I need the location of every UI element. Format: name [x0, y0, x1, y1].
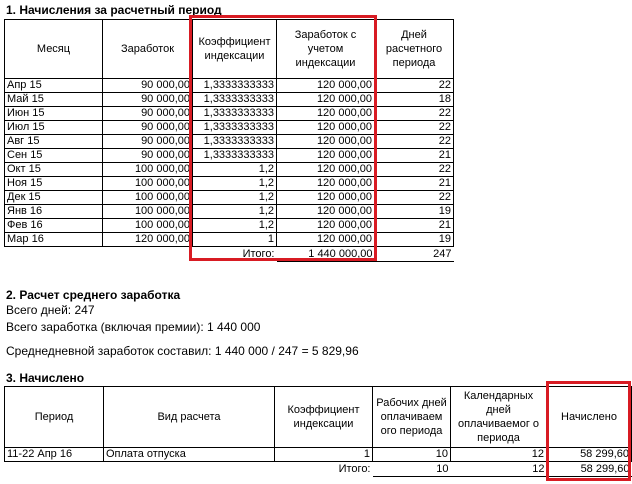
section1-title: 1. Начисления за расчетный период [6, 3, 222, 17]
cell-month: Окт 15 [5, 163, 103, 177]
cell-days: 22 [375, 135, 454, 149]
cell-indexed: 120 000,00 [277, 79, 375, 93]
cell-earnings: 120 000,00 [103, 233, 193, 247]
cell-coef: 1,2 [193, 191, 277, 205]
cell-month: Сен 15 [5, 149, 103, 163]
table-row [5, 448, 632, 462]
cell-days: 19 [375, 205, 454, 219]
cell-earnings: 90 000,00 [103, 93, 193, 107]
charged-table [4, 386, 632, 477]
cell-month: Авг 15 [5, 135, 103, 149]
highlight-box-indexation [189, 15, 377, 261]
cell-coef: 1,3333333333 [193, 121, 277, 135]
cell-indexed: 120 000,00 [277, 219, 375, 233]
header-indexed-earnings: Заработок с учетом индексации [277, 20, 375, 79]
charged-total-label: Итого: [338, 462, 371, 475]
cell-earnings: 100 000,00 [103, 205, 193, 219]
cell-earnings: 90 000,00 [103, 149, 193, 163]
cell-work-days: 10 [373, 448, 451, 462]
cell-month: Янв 16 [5, 205, 103, 219]
section2-title: 2. Расчет среднего заработка [6, 288, 181, 302]
cell-period: 11-22 Апр 16 [5, 448, 104, 462]
cell-indexed: 120 000,00 [277, 107, 375, 121]
cell-coef: 1 [193, 233, 277, 247]
cell-month: Апр 15 [5, 79, 103, 93]
cell-days: 22 [375, 163, 454, 177]
highlight-box-charged [546, 381, 631, 481]
cell-earnings: 90 000,00 [103, 107, 193, 121]
cell-indexed: 120 000,00 [277, 191, 375, 205]
header-earnings: Заработок [103, 20, 193, 79]
cell-days: 22 [375, 107, 454, 121]
cell-indexed: 120 000,00 [277, 163, 375, 177]
cell-earnings: 90 000,00 [103, 135, 193, 149]
cell-earnings: 100 000,00 [103, 163, 193, 177]
cell-days: 22 [375, 191, 454, 205]
cell-indexed: 120 000,00 [277, 121, 375, 135]
cell-coef: 1,3333333333 [193, 93, 277, 107]
average-daily-line: Среднедневной заработок составил: 1 440 000 / 247 = 5 829,96 [6, 344, 359, 358]
cell-month: Июн 15 [5, 107, 103, 121]
cell-month: Июл 15 [5, 121, 103, 135]
total-sum: 1 440 000,00 [277, 247, 375, 262]
total-days: 247 [375, 247, 454, 262]
cell-calendar-days: 12 [451, 448, 547, 462]
cell-earnings: 100 000,00 [103, 177, 193, 191]
total-label: Итого: [242, 247, 275, 260]
cell-coef: 1,2 [193, 163, 277, 177]
cell-month: Ноя 15 [5, 177, 103, 191]
cell-coef: 1,2 [193, 219, 277, 233]
cell-coef: 1 [275, 448, 373, 462]
total-days-line: Всего дней: 247 [6, 303, 95, 317]
cell-indexed: 120 000,00 [277, 93, 375, 107]
cell-charged: 58 299,60 [547, 448, 632, 462]
cell-days: 22 [375, 121, 454, 135]
header-period-days: Дней расчетного периода [375, 20, 454, 79]
charged-total-work: 10 [373, 462, 451, 477]
header-work-days: Рабочих дней оплачиваем ого периода [373, 387, 451, 448]
cell-days: 19 [375, 233, 454, 247]
cell-days: 21 [375, 177, 454, 191]
cell-coef: 1,3333333333 [193, 149, 277, 163]
cell-days: 21 [375, 219, 454, 233]
cell-indexed: 120 000,00 [277, 233, 375, 247]
total-earnings-line: Всего заработка (включая премии): 1 440 000 [6, 320, 261, 334]
header-month: Месяц [5, 20, 103, 79]
charged-total-cal: 12 [451, 462, 547, 477]
cell-days: 21 [375, 149, 454, 163]
cell-days: 22 [375, 79, 454, 93]
cell-coef: 1,2 [193, 177, 277, 191]
header-coef: Коэффициент индексации [275, 387, 373, 448]
cell-month: Мар 16 [5, 233, 103, 247]
section3-title: 3. Начислено [6, 371, 85, 385]
cell-indexed: 120 000,00 [277, 205, 375, 219]
cell-calc-type: Оплата отпуска [104, 448, 275, 462]
cell-indexed: 120 000,00 [277, 177, 375, 191]
cell-earnings: 90 000,00 [103, 121, 193, 135]
cell-indexed: 120 000,00 [277, 135, 375, 149]
charged-total-sum: 58 299,60 [547, 462, 632, 477]
cell-month: Дек 15 [5, 191, 103, 205]
header-calendar-days: Календарных дней оплачиваемог о периода [451, 387, 547, 448]
header-index-coef: Коэффициент индексации [193, 20, 277, 79]
cell-coef: 1,2 [193, 205, 277, 219]
header-period: Период [5, 387, 104, 448]
header-calc-type: Вид расчета [104, 387, 275, 448]
cell-month: Май 15 [5, 93, 103, 107]
cell-indexed: 120 000,00 [277, 149, 375, 163]
cell-earnings: 100 000,00 [103, 219, 193, 233]
cell-days: 18 [375, 93, 454, 107]
cell-earnings: 90 000,00 [103, 79, 193, 93]
cell-coef: 1,3333333333 [193, 79, 277, 93]
cell-coef: 1,3333333333 [193, 107, 277, 121]
cell-earnings: 100 000,00 [103, 191, 193, 205]
cell-month: Фев 16 [5, 219, 103, 233]
header-charged: Начислено [547, 387, 632, 448]
cell-coef: 1,3333333333 [193, 135, 277, 149]
